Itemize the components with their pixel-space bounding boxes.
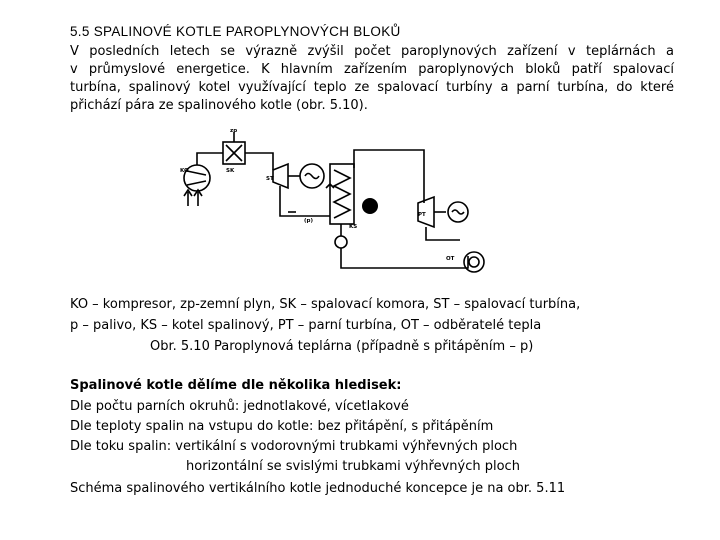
label-zp: zp (230, 128, 238, 134)
list-item: Dle počtu parních okruhů: jednotlakové, vícetlakové (70, 399, 409, 414)
supplementary-burner (362, 198, 378, 214)
label-pt: PT (418, 212, 426, 218)
label-sk: SK (226, 168, 235, 174)
gas-turbine (273, 164, 288, 188)
paragraph-line: přichází pára ze spalinového kotle (obr. 5.10). (70, 98, 368, 113)
label-ks: KS (349, 224, 358, 230)
heat-consumer (464, 252, 484, 272)
paragraph-line: v průmyslové energetice. K hlavním zařízením paroplynových bloků patří spalovací (70, 62, 674, 77)
label-ot: OT (446, 256, 455, 262)
section-heading: 5.5 SPALINOVÉ KOTLE PAROPLYNOVÝCH BLOKŮ (70, 24, 401, 39)
feed-pump (335, 236, 347, 248)
paragraph-line: V posledních letech se výrazně zvýšil počet paroplynových zařízení v teplárnách a (70, 44, 674, 59)
legend-line: p – palivo, KS – kotel spalinový, PT – parní turbína, OT – odběratelé tepla (70, 318, 542, 333)
list-item: Schéma spalinového vertikálního kotle jednoduché koncepce je na obr. 5.11 (70, 481, 566, 496)
label-st: ST (266, 176, 274, 182)
paragraph-line: turbína, spalinový kotel využívající teplo ze spalovací turbíny a parní turbína, do které (70, 80, 674, 95)
combined-cycle-diagram (178, 128, 498, 280)
legend-line: KO – kompresor, zp-zemní plyn, SK – spalovací komora, ST – spalovací turbína, (70, 297, 581, 312)
list-item: Dle toku spalin: vertikální s vodorovnými trubkami výhřevných ploch (70, 439, 518, 454)
label-p: (p) (304, 218, 313, 224)
classification-heading: Spalinové kotle dělíme dle několika hledisek: (70, 378, 402, 393)
label-ko: KO (180, 168, 189, 174)
figure-caption: Obr. 5.10 Paroplynová teplárna (případně s přitápěním – p) (150, 339, 534, 354)
list-item: Dle teploty spalin na vstupu do kotle: bez přitápění, s přitápěním (70, 419, 494, 434)
list-item: horizontální se svislými trubkami výhřevných ploch (186, 459, 520, 474)
